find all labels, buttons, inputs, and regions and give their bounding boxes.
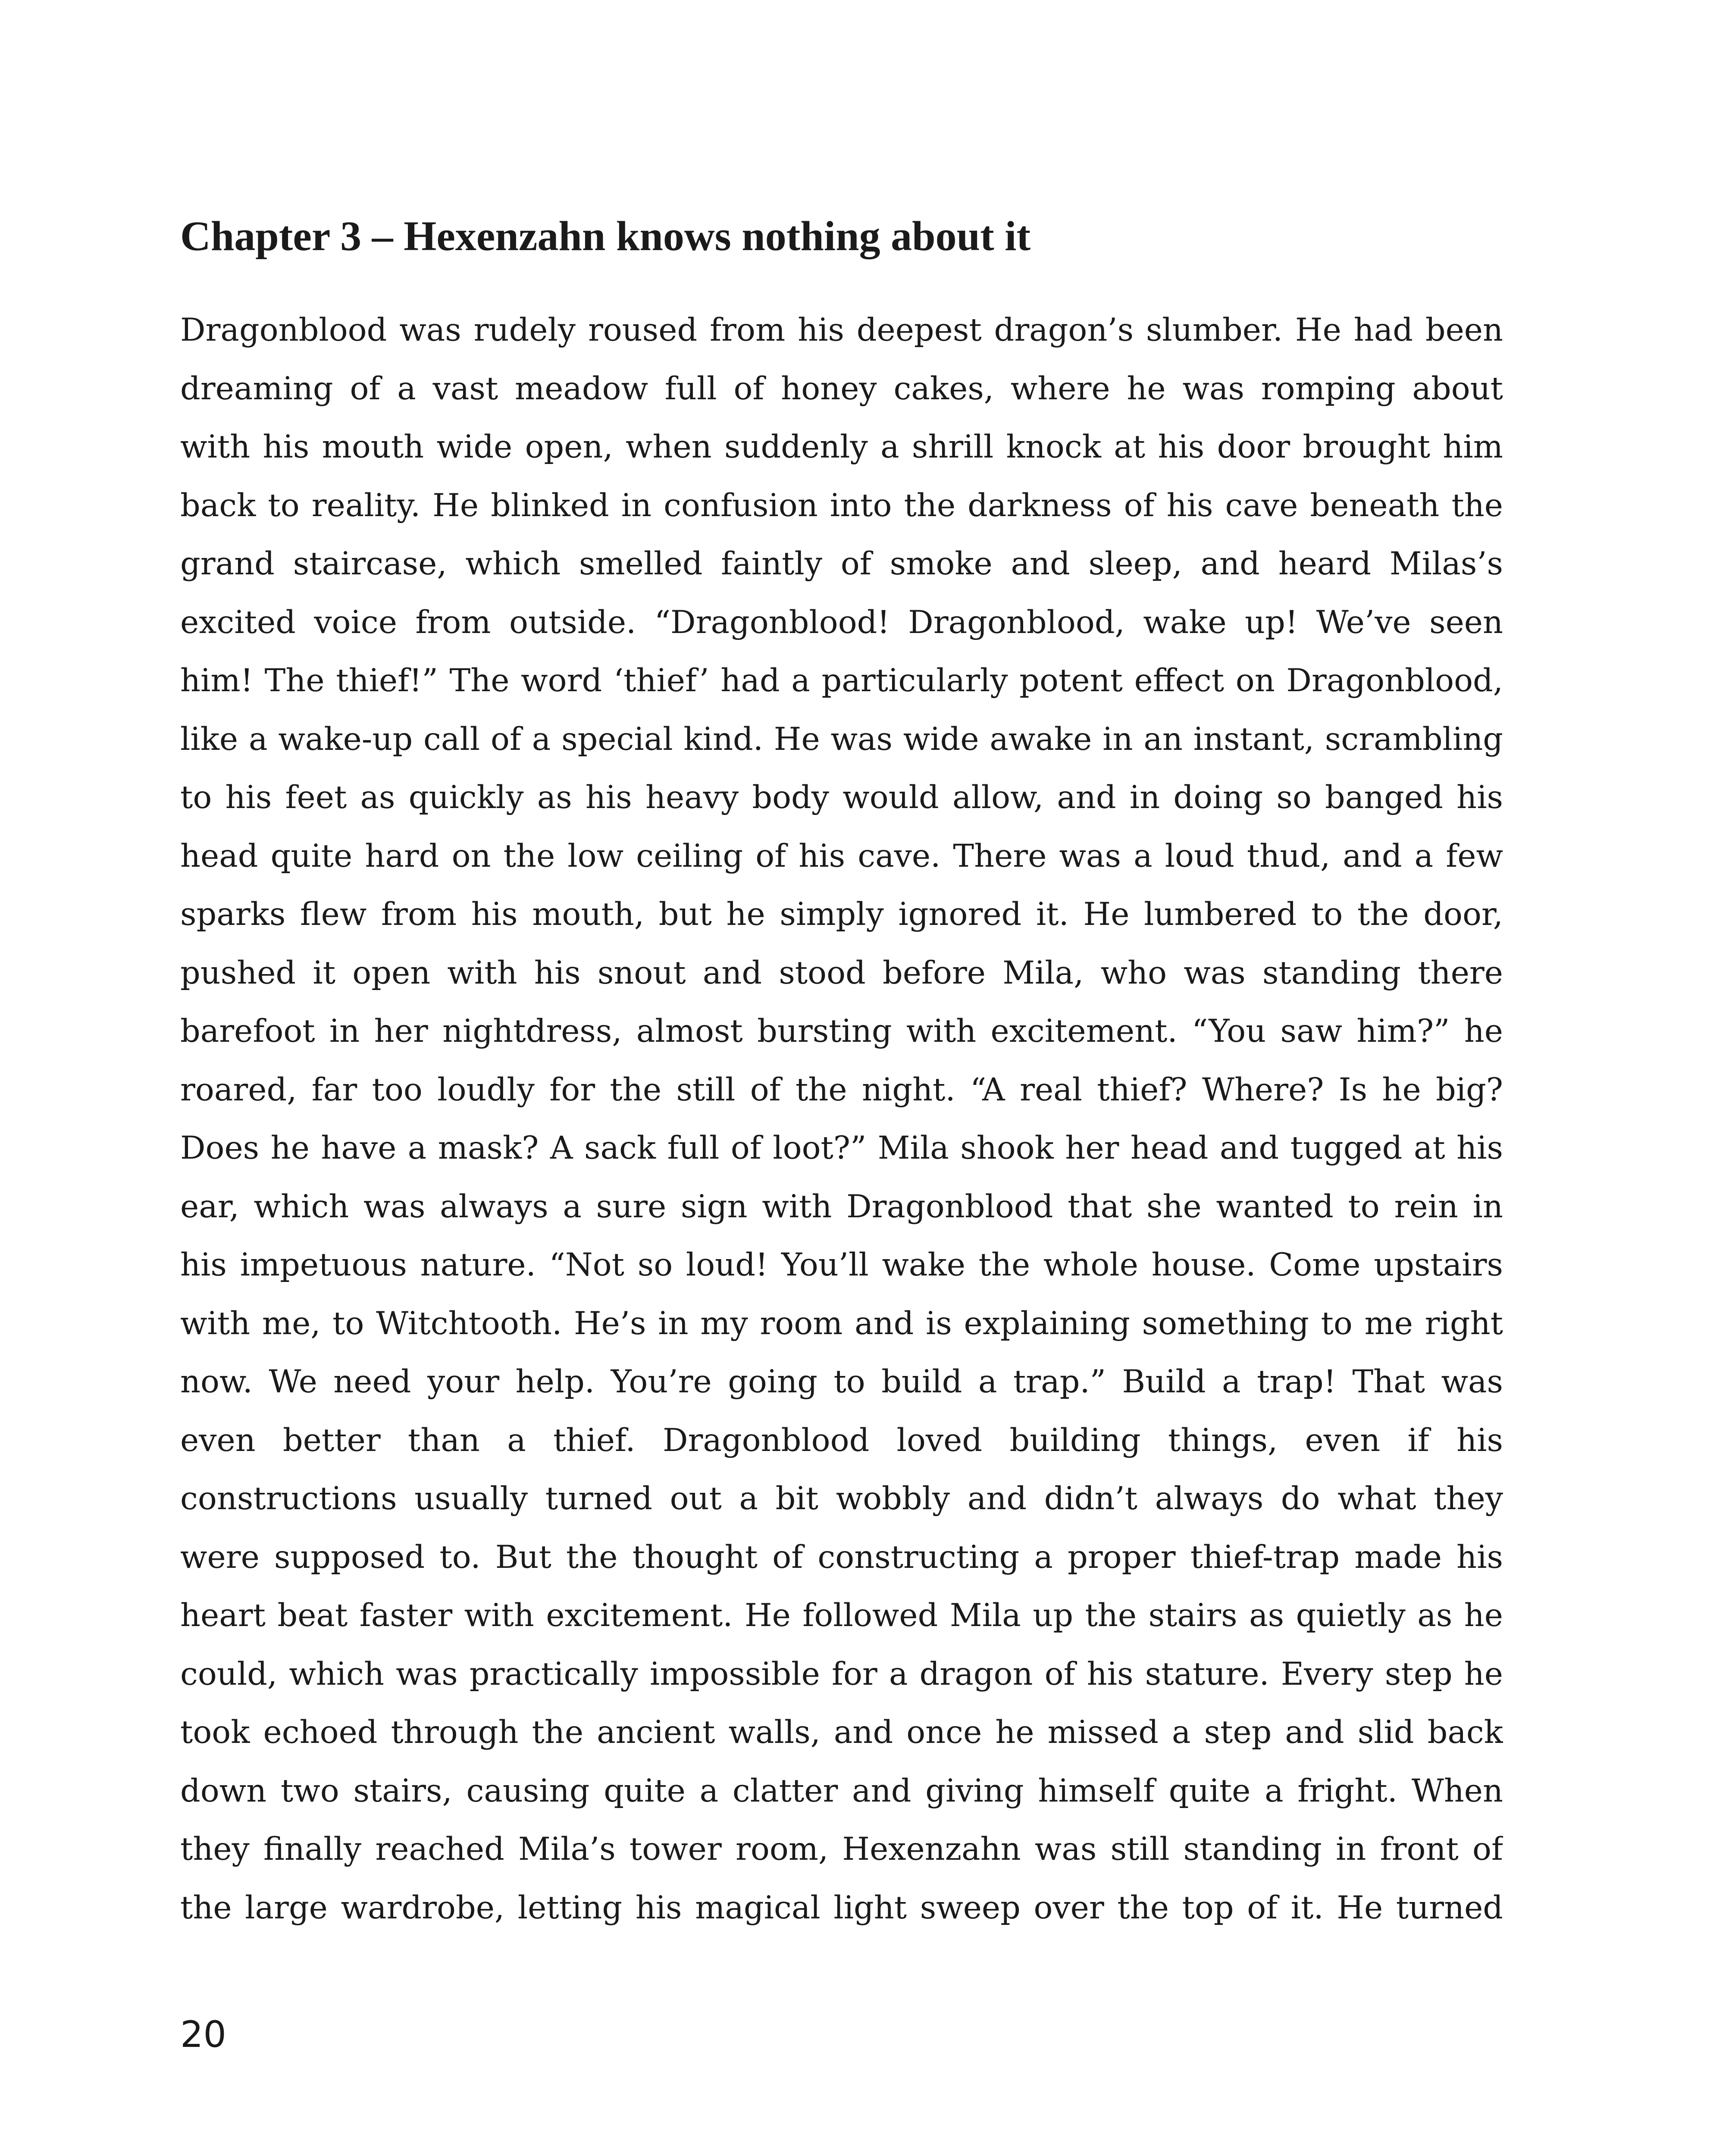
text-line: Dragonblood was rudely roused from his deepest dragon’s slumber. He had been: [180, 312, 1503, 348]
text-line: like a wake-up call of a special kind. He was wide awake in an instant, scrambling: [180, 721, 1503, 758]
text-line: barefoot in her nightdress, almost bursting with excitement. “You saw him?” he: [180, 1013, 1503, 1050]
body-paragraph: [180, 301, 1503, 1937]
text-line: roared, far too loudly for the still of the night. “A real thief? Where? Is he big?: [180, 1071, 1503, 1108]
text-line: down two stairs, causing quite a clatter and giving himself quite a fright. When: [180, 1772, 1503, 1809]
text-line: even better than a thief. Dragonblood loved building things, even if his: [180, 1422, 1503, 1459]
text-line: took echoed through the ancient walls, and once he missed a step and slid back: [180, 1714, 1503, 1751]
text-line: Does he have a mask? A sack full of loot?” Mila shook her head and tugged at his: [180, 1130, 1503, 1166]
text-line: with me, to Witchtooth. He’s in my room and is explaining something to me right: [180, 1305, 1503, 1342]
text-line: head quite hard on the low ceiling of his cave. There was a loud thud, and a few: [180, 837, 1503, 874]
text-line: excited voice from outside. “Dragonblood! Dragonblood, wake up! We’ve seen: [180, 604, 1503, 641]
text-line: the large wardrobe, letting his magical light sweep over the top of it. He turned: [180, 1889, 1503, 1926]
text-line: constructions usually turned out a bit wobbly and didn’t always do what they: [180, 1480, 1503, 1517]
text-line: back to reality. He blinked in confusion into the darkness of his cave beneath the: [180, 487, 1503, 524]
text-line: they finally reached Mila’s tower room, Hexenzahn was still standing in front of: [180, 1831, 1503, 1868]
text-line: could, which was practically impossible for a dragon of his stature. Every step he: [180, 1655, 1503, 1692]
text-line: dreaming of a vast meadow full of honey cakes, where he was romping about: [180, 370, 1503, 407]
text-line: his impetuous nature. “Not so loud! You’ll wake the whole house. Come upstairs: [180, 1247, 1503, 1283]
chapter-title: Chapter 3 – Hexenzahn knows nothing about it: [180, 213, 1031, 260]
page-number: 20: [180, 2013, 226, 2056]
text-line: pushed it open with his snout and stood before Mila, who was standing there: [180, 954, 1503, 991]
text-line: sparks flew from his mouth, but he simply ignored it. He lumbered to the door,: [180, 896, 1503, 933]
text-line: to his feet as quickly as his heavy body would allow, and in doing so banged his: [180, 779, 1503, 816]
text-line: ear, which was always a sure sign with Dragonblood that she wanted to rein in: [180, 1188, 1503, 1225]
text-line: with his mouth wide open, when suddenly a shrill knock at his door brought him: [180, 429, 1503, 465]
text-line: him! The thief!” The word ‘thief’ had a particularly potent effect on Dragonblood,: [180, 662, 1503, 699]
text-line: were supposed to. But the thought of constructing a proper thief-trap made his: [180, 1539, 1503, 1576]
text-line: now. We need your help. You’re going to build a trap.” Build a trap! That was: [180, 1363, 1503, 1400]
text-line: heart beat faster with excitement. He followed Mila up the stairs as quietly as he: [180, 1597, 1503, 1634]
text-line: grand staircase, which smelled faintly of smoke and sleep, and heard Milas’s: [180, 545, 1503, 582]
